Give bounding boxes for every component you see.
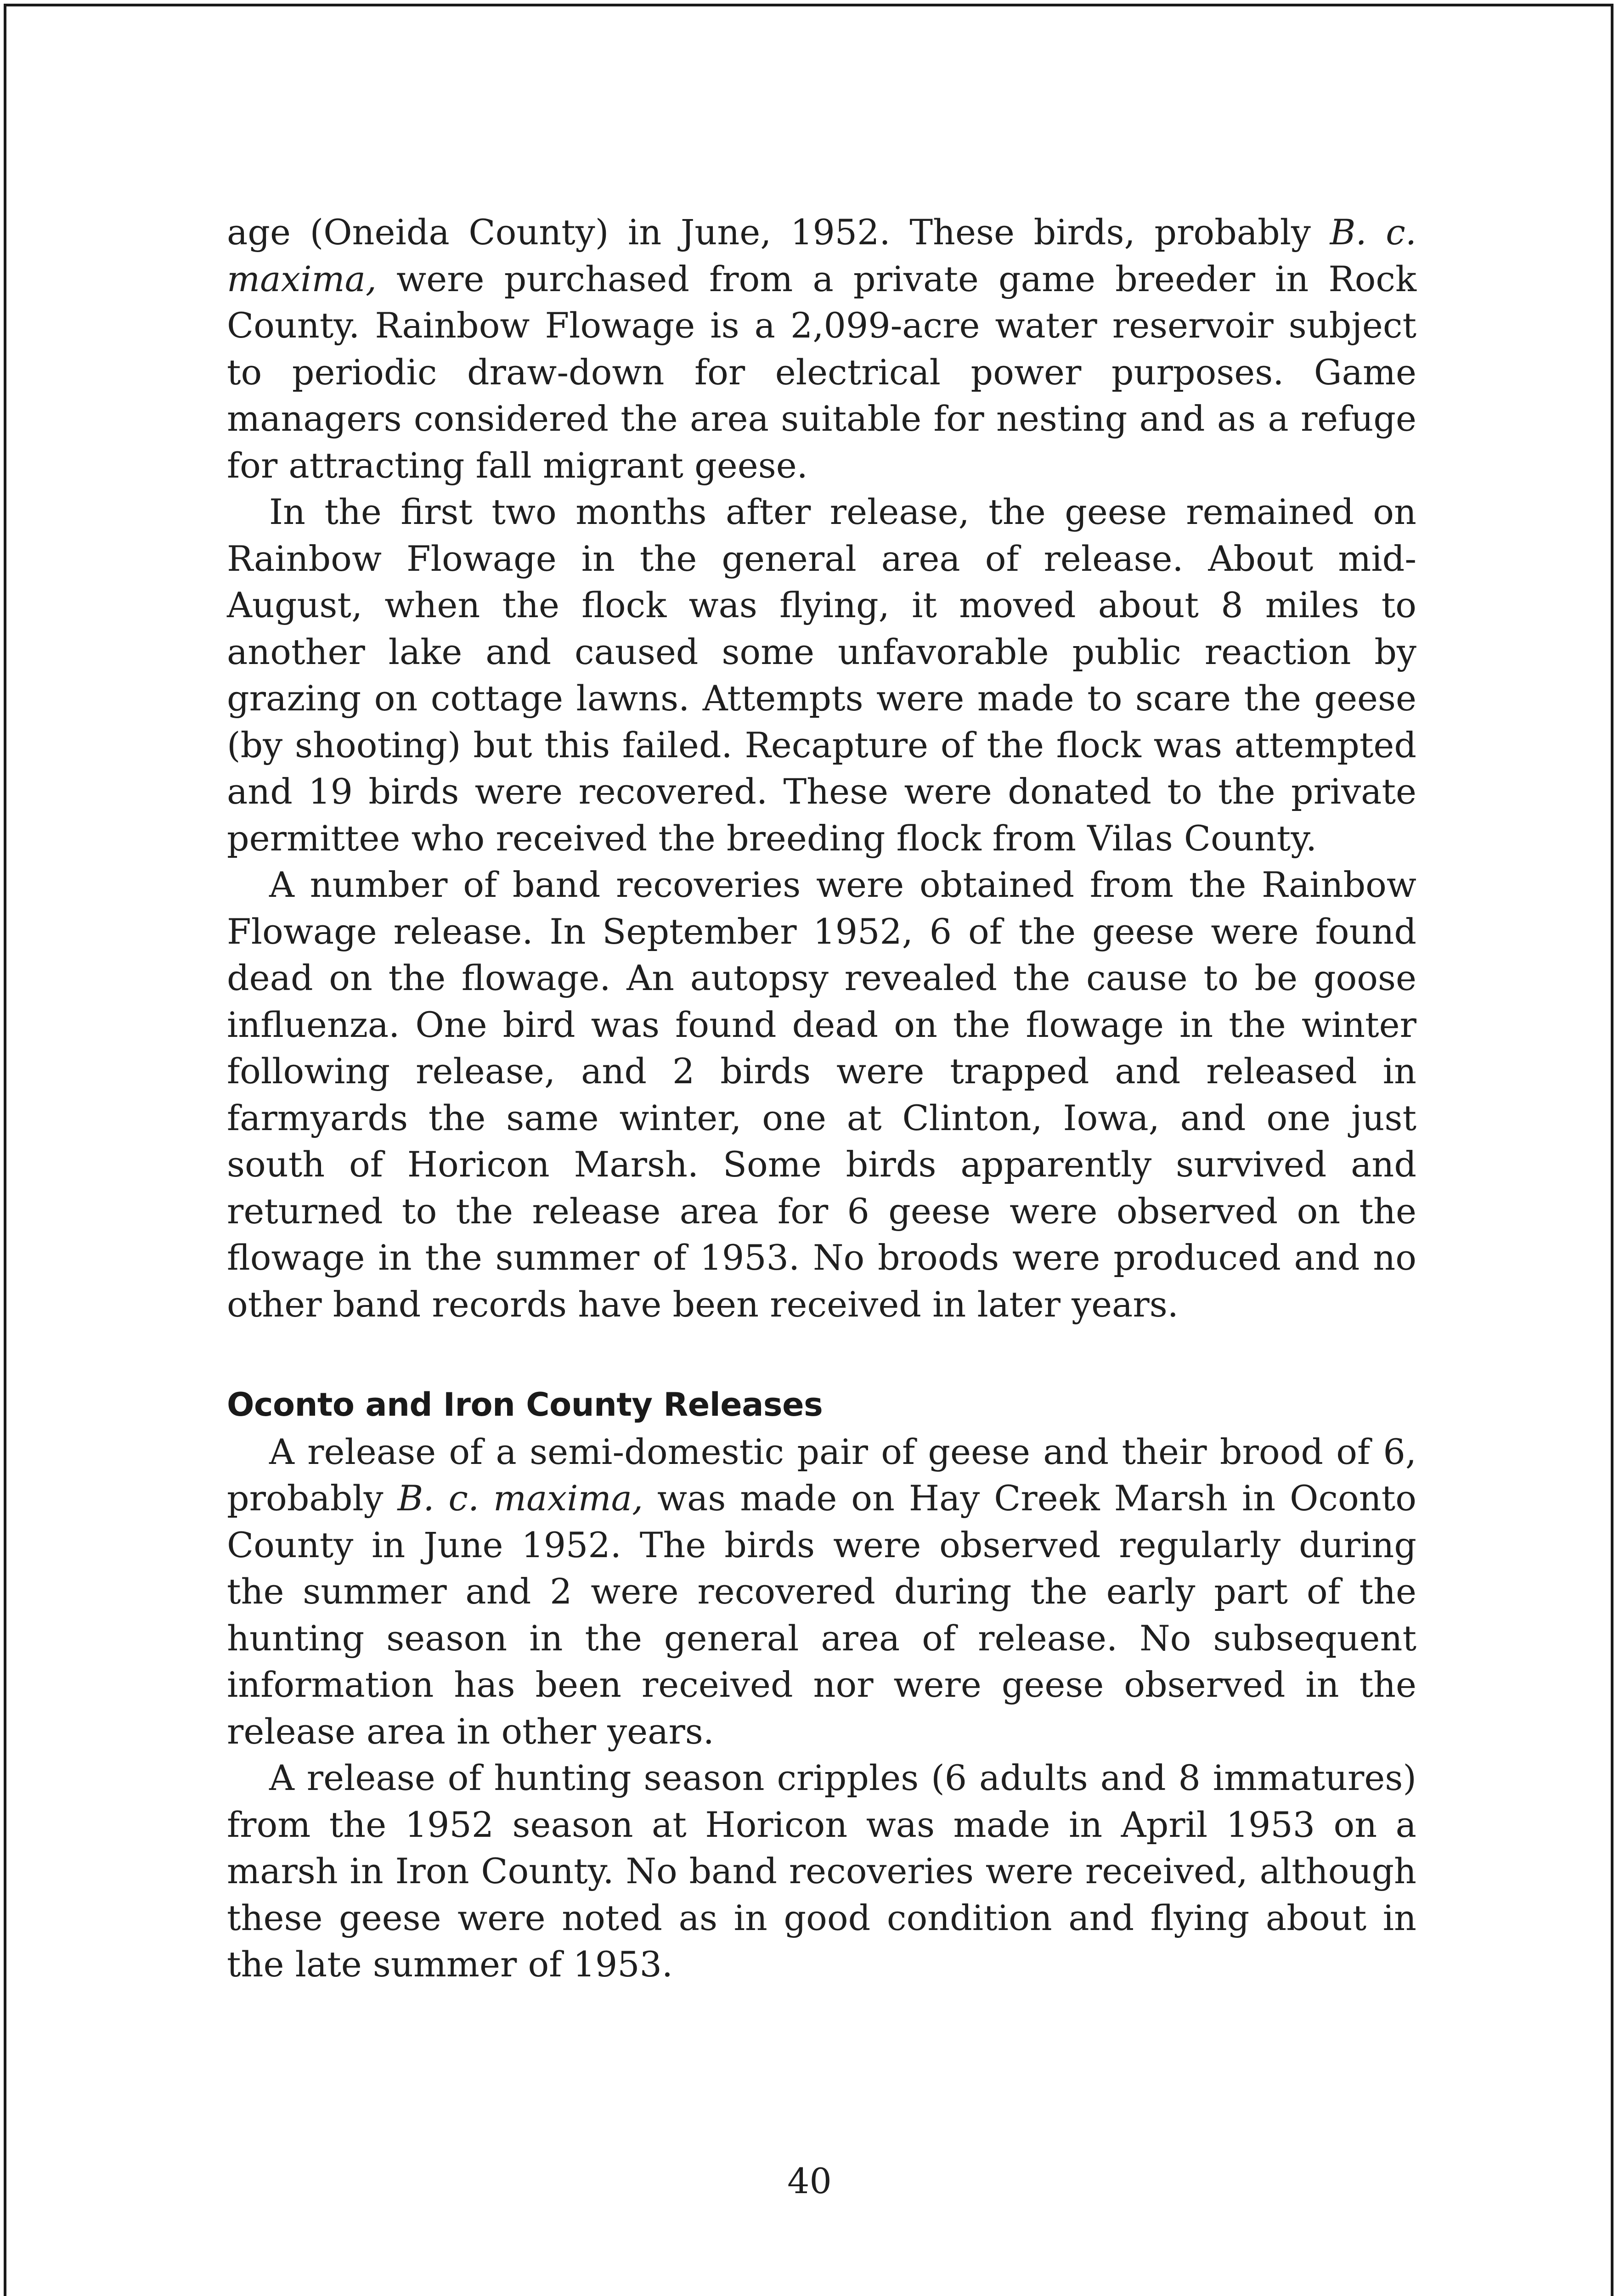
- paragraph: [227, 1429, 1416, 1755]
- page-number: 40: [787, 2161, 832, 2201]
- paragraph-text: age (Oneida County) in June, 1952. These birds, probably: [227, 212, 1330, 253]
- paragraph-text: A release of a semi-domestic pair of geese and their brood of 6, probably: [227, 1431, 1416, 1519]
- paragraph: A number of band recoveries were obtained from the Rainbow Flowage release. In September 1952, 6 of the geese were found dead on the flowage. An autopsy revealed the cause to be goose influenza. One bird was found dead on the flowage in the winter following release, and 2 birds were trapped and released in farmyards the same winter, one at Clinton, Iowa, and one just south of Horicon Marsh. Some birds apparently survived and returned to the release area for 6 geese were observed on the flowage in the summer of 1953. No broods were produced and no other band records have been received in later years.: [227, 864, 1416, 1325]
- paragraph-continued: [227, 209, 1416, 489]
- species-name: B. c. maxima,: [227, 212, 1417, 299]
- body-text: [227, 209, 1416, 1988]
- paragraph-text: were purchased from a private game breeder in Rock County. Rainbow Flowage is a 2,099-acre water reservoir subject to periodic draw-down for electrical power purposes. Game managers considered the area suitable for nesting and as a refuge for attracting fall migrant geese.: [227, 258, 1416, 486]
- species-name: B. c. maxima,: [397, 1478, 643, 1519]
- paragraph: A release of hunting season cripples (6 adults and 8 immatures) from the 1952 season at Horicon was made in April 1953 on a marsh in Iron County. No band recoveries were received, although these geese were noted as in good condition and flying about in the late summer of 1953.: [227, 1757, 1416, 1985]
- paragraph: In the first two months after release, the geese remained on Rainbow Flowage in the general area of release. About mid-August, when the flock was flying, it moved about 8 miles to another lake and caused some unfavorable public reaction by grazing on cottage lawns. Attempts were made to scare the geese (by shooting) but this failed. Recapture of the flock was attempted and 19 birds were recovered. These were donated to the private permittee who received the breeding flock from Vilas County.: [227, 491, 1416, 859]
- section-heading: Oconto and Iron County Releases: [227, 1386, 823, 1424]
- paragraph-text: was made on Hay Creek Marsh in Oconto County in June 1952. The birds were observed regularly during the summer and 2 were recovered during the early part of the hunting season in the general area of release. No subsequent information has been received nor were geese observed in the release area in other years.: [227, 1478, 1416, 1752]
